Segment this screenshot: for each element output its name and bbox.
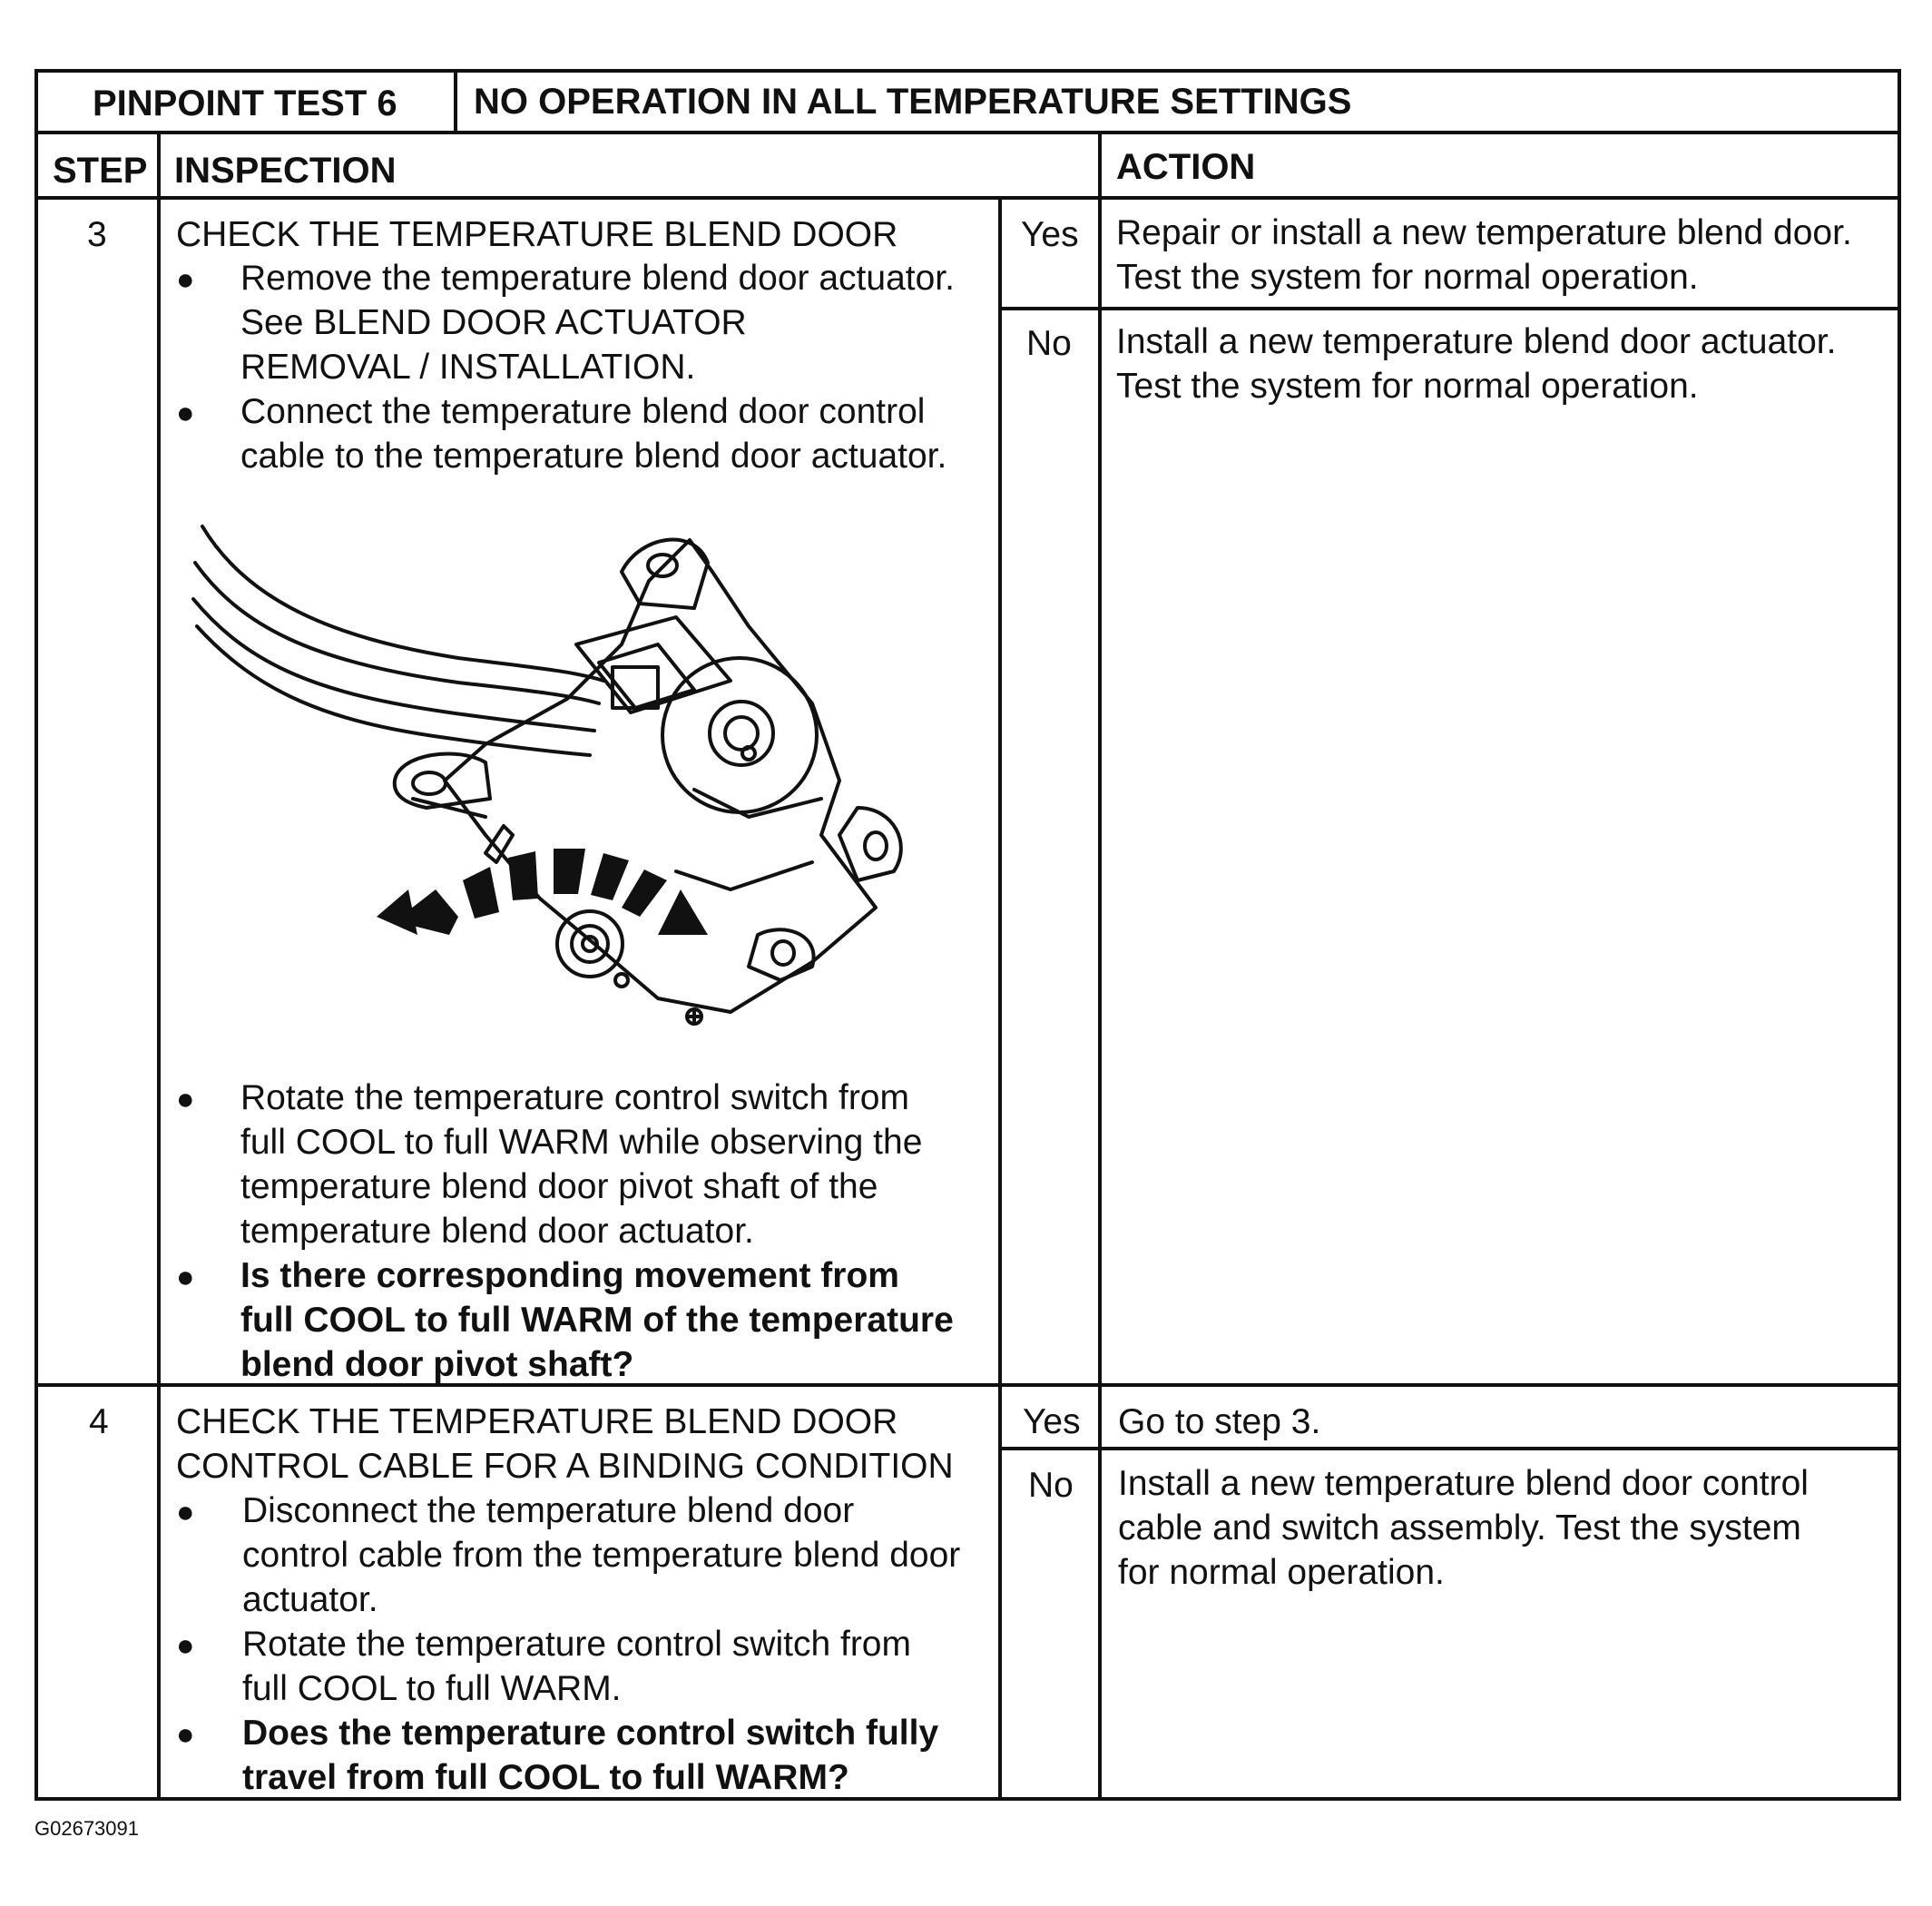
inspection-line: Rotate the temperature control switch from bbox=[240, 1078, 909, 1117]
column-header-divider-right bbox=[1100, 196, 1901, 200]
bullet-dot: ● bbox=[176, 1717, 195, 1752]
inspection-line: Disconnect the temperature blend door bbox=[242, 1491, 855, 1530]
question-line: full COOL to full WARM of the temperature bbox=[240, 1301, 954, 1340]
inspection-line: control cable from the temperature blend door bbox=[242, 1536, 961, 1575]
inspection-line: temperature blend door actuator. bbox=[240, 1212, 754, 1251]
question-line: Is there corresponding movement from bbox=[240, 1256, 899, 1295]
test-title: NO OPERATION IN ALL TEMPERATURE SETTINGS bbox=[474, 82, 1352, 122]
step-column-header: STEP bbox=[53, 151, 148, 191]
column-header-divider-left bbox=[34, 196, 1123, 200]
bullet-dot: ● bbox=[176, 396, 195, 430]
inspection-line: Remove the temperature blend door actuator. bbox=[240, 259, 955, 298]
inspection-line: See BLEND DOOR ACTUATOR bbox=[240, 303, 747, 342]
action-column-line bbox=[1098, 133, 1102, 1801]
action-line: for normal operation. bbox=[1118, 1553, 1445, 1592]
inspection-line: Rotate the temperature control switch from bbox=[242, 1625, 911, 1664]
action-column-header: ACTION bbox=[1116, 147, 1256, 187]
bullet-dot: ● bbox=[176, 262, 195, 297]
yes-label: Yes bbox=[1023, 1402, 1081, 1441]
inspection-title: CHECK THE TEMPERATURE BLEND DOOR bbox=[176, 215, 898, 254]
step4-yes-no-divider bbox=[998, 1447, 1901, 1450]
inspection-line: full COOL to full WARM. bbox=[242, 1669, 622, 1708]
inspection-line: Connect the temperature blend door control bbox=[240, 392, 926, 431]
no-label: No bbox=[1026, 324, 1072, 363]
bullet-dot: ● bbox=[176, 1082, 195, 1116]
inspection-line: full COOL to full WARM while observing the bbox=[240, 1123, 923, 1162]
inspection-title: CONTROL CABLE FOR A BINDING CONDITION bbox=[176, 1447, 954, 1486]
action-line: Repair or install a new temperature blend door. bbox=[1116, 213, 1852, 252]
question-line: travel from full COOL to full WARM? bbox=[242, 1758, 849, 1797]
figure-id: G02673091 bbox=[34, 1817, 139, 1840]
inspection-title: CHECK THE TEMPERATURE BLEND DOOR bbox=[176, 1402, 898, 1441]
step3-yes-no-divider bbox=[998, 307, 1901, 310]
inspection-line: temperature blend door pivot shaft of the bbox=[240, 1167, 878, 1206]
inspection-line: cable to the temperature blend door actuator. bbox=[240, 437, 947, 476]
blend-door-actuator-illustration bbox=[186, 508, 939, 1053]
inspection-line: REMOVAL / INSTALLATION. bbox=[240, 348, 696, 387]
inspection-line: actuator. bbox=[242, 1580, 378, 1619]
yes-label: Yes bbox=[1021, 215, 1079, 254]
yes-no-column-line bbox=[998, 198, 1002, 1801]
bullet-dot: ● bbox=[176, 1260, 195, 1294]
question-line: Does the temperature control switch fully bbox=[242, 1714, 939, 1753]
action-line: Test the system for normal operation. bbox=[1116, 367, 1699, 406]
no-label: No bbox=[1028, 1466, 1074, 1505]
bullet-dot: ● bbox=[176, 1495, 195, 1529]
step-column-line bbox=[157, 133, 161, 1801]
header-divider bbox=[34, 131, 1901, 134]
inspection-column-header: INSPECTION bbox=[174, 151, 397, 191]
action-line: Install a new temperature blend door control bbox=[1118, 1464, 1809, 1503]
step-number: 4 bbox=[89, 1402, 109, 1441]
action-line: Test the system for normal operation. bbox=[1116, 258, 1699, 297]
action-line: Install a new temperature blend door actuator. bbox=[1116, 322, 1837, 361]
action-line: Go to step 3. bbox=[1118, 1402, 1321, 1441]
test-label: PINPOINT TEST 6 bbox=[93, 84, 397, 123]
question-line: blend door pivot shaft? bbox=[240, 1345, 634, 1384]
bullet-dot: ● bbox=[176, 1628, 195, 1663]
header-split-line bbox=[454, 69, 457, 133]
action-line: cable and switch assembly. Test the system bbox=[1118, 1508, 1801, 1547]
step-number: 3 bbox=[87, 215, 107, 254]
